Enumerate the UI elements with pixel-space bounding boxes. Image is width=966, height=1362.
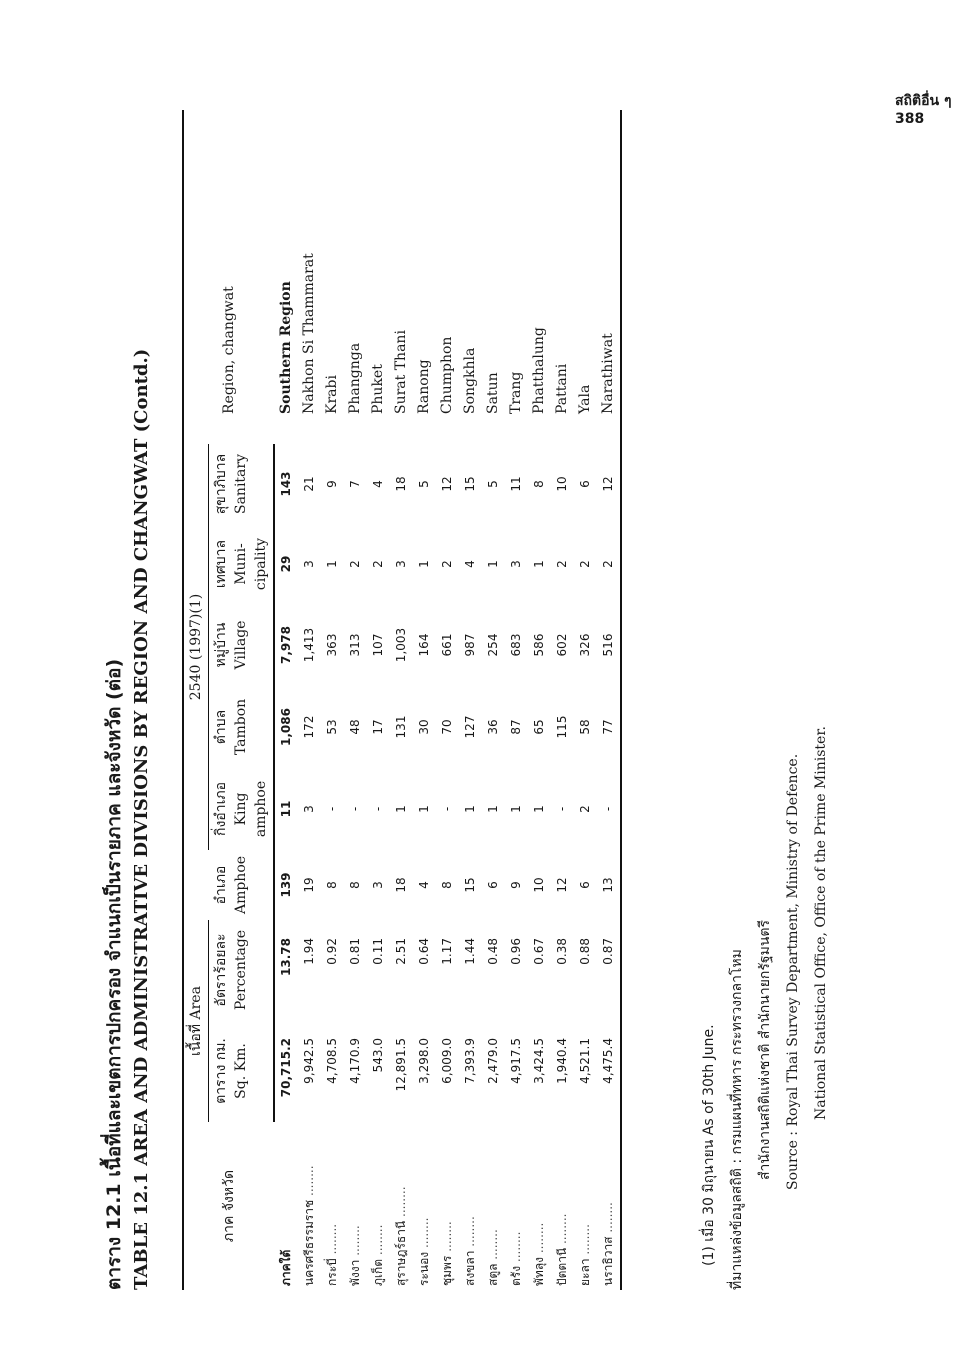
amphoe-count: 3: [371, 881, 385, 889]
area-sqkm: 2,479.0: [486, 1038, 500, 1084]
tambon-count: 65: [532, 719, 546, 735]
data-table: [182, 110, 622, 1290]
amphoe-count: 18: [394, 877, 408, 893]
title-english: TABLE 12.1 AREA AND ADMINISTRATIVE DIVISIONS BY REGION AND CHANGWAT (Contd.): [131, 348, 152, 1290]
tambon-count: 172: [302, 715, 316, 739]
village-count: 164: [417, 633, 431, 657]
province-english: Ranong: [416, 359, 432, 414]
area-sqkm: 4,170.9: [348, 1038, 362, 1084]
province-thai: ยะลา ........: [578, 1224, 592, 1286]
village-count: 313: [348, 633, 362, 657]
area-sqkm: 12,891.5: [394, 1038, 408, 1092]
table-row: [597, 110, 621, 1290]
col-pct: อัตราร้อยละ Percentage: [209, 920, 275, 1020]
page-header: [895, 92, 955, 128]
area-sqkm: 4,521.1: [578, 1038, 592, 1084]
king-amphoe-count: -: [597, 768, 621, 850]
tambon-count: 30: [417, 719, 431, 735]
province-english: Trang: [508, 371, 524, 414]
province-thai: ภูเก็ต ........: [371, 1224, 385, 1286]
tambon-count: 48: [348, 719, 362, 735]
village-count: 1,413: [302, 627, 316, 663]
amphoe-count: 139: [279, 872, 293, 898]
area-percentage: 0.64: [417, 938, 431, 965]
municipality-count: 29: [279, 555, 293, 573]
area-percentage: 1.44: [463, 938, 477, 965]
municipality-count: 2: [578, 560, 592, 568]
sanitary-count: 12: [597, 444, 621, 524]
tambon-count: 58: [578, 719, 592, 735]
table-row: [459, 110, 482, 1290]
amphoe-count: 8: [325, 881, 339, 889]
province-english: Phatthalung: [531, 327, 547, 414]
province-thai: สุราษฎร์ธานี ........: [394, 1186, 408, 1286]
province-english: Surat Thani: [393, 330, 409, 414]
amphoe-count: 10: [532, 877, 546, 893]
area-sqkm: 3,298.0: [417, 1038, 431, 1084]
col-group-area: เนื้อที่ Area: [183, 920, 209, 1122]
col-municipality: เทศบาล Muni- cipality: [209, 524, 275, 604]
area-sqkm: 6,009.0: [440, 1038, 454, 1084]
tambon-count: 70: [440, 719, 454, 735]
sanitary-count: 143: [279, 471, 293, 497]
table-row: [482, 110, 505, 1290]
area-percentage: 0.11: [371, 938, 385, 965]
area-percentage: 0.48: [486, 938, 500, 965]
source-thai-line-2: สำนักงานสถิติแห่งชาติ สำนักนายกรัฐมนตรี: [757, 919, 773, 1180]
municipality-count: 1: [417, 560, 431, 568]
sanitary-count: 12: [440, 476, 454, 492]
table-row: [344, 110, 367, 1290]
area-percentage: 0.81: [348, 938, 362, 965]
province-english: Yala: [577, 384, 593, 414]
province-english: Pattani: [554, 363, 570, 414]
rotated-table-page: [100, 110, 880, 1290]
province-thai: สงขลา ........: [463, 1216, 477, 1286]
amphoe-count: 9: [509, 881, 523, 889]
area-percentage: 1.94: [302, 938, 316, 965]
province-english: Southern Region: [277, 281, 294, 414]
tambon-count: 36: [486, 719, 500, 735]
village-count: 602: [555, 633, 569, 657]
area-sqkm: 7,393.9: [463, 1038, 477, 1084]
king-amphoe-count: 1: [417, 805, 431, 813]
area-sqkm: 4,917.5: [509, 1038, 523, 1084]
area-sqkm: 3,424.5: [532, 1038, 546, 1084]
area-sqkm: 9,942.5: [302, 1038, 316, 1084]
area-percentage: 0.67: [532, 938, 546, 965]
village-count: 363: [325, 633, 339, 657]
col-group-year: 2540 (1997)(1): [183, 444, 209, 850]
province-english: Narathiwat: [597, 110, 621, 444]
province-thai: ตรัง ........: [509, 1231, 523, 1286]
area-percentage: 0.87: [597, 920, 621, 1020]
village-count: 254: [486, 633, 500, 657]
sanitary-count: 15: [463, 476, 477, 492]
province-english: Krabi: [324, 375, 340, 414]
table-notes: [695, 110, 835, 1290]
amphoe-count: 19: [302, 877, 316, 893]
king-amphoe-count: -: [555, 806, 569, 812]
village-count: 987: [463, 633, 477, 657]
province-thai: ภาคใต้: [278, 1249, 293, 1286]
col-king-amphoe: กิ่งอำเภอ King amphoe: [209, 768, 275, 850]
amphoe-count: 12: [555, 877, 569, 893]
province-thai: กระบี่ ........: [325, 1223, 339, 1286]
municipality-count: 3: [509, 560, 523, 568]
municipality-count: 2: [555, 560, 569, 568]
king-amphoe-count: 3: [302, 805, 316, 813]
area-percentage: 13.78: [279, 938, 293, 976]
sanitary-count: 11: [509, 476, 523, 492]
village-count: 326: [578, 633, 592, 657]
king-amphoe-count: 1: [394, 805, 408, 813]
sanitary-count: 6: [578, 480, 592, 488]
page-number: 388: [895, 111, 925, 127]
tambon-count: 1,086: [279, 708, 293, 746]
tambon-count: 87: [509, 719, 523, 735]
amphoe-count: 8: [348, 881, 362, 889]
tambon-count: 17: [371, 719, 385, 735]
municipality-count: 1: [325, 560, 339, 568]
table-row: [528, 110, 551, 1290]
source-english-line-1: Source : Royal Thai Survey Department, Ministry of Defence.: [785, 753, 801, 1190]
king-amphoe-count: 1: [486, 805, 500, 813]
sanitary-count: 21: [302, 476, 316, 492]
amphoe-count: 6: [486, 881, 500, 889]
area-sqkm: 1,940.4: [555, 1038, 569, 1084]
village-count: 661: [440, 633, 454, 657]
col-region-en: Region, changwat: [221, 286, 237, 414]
col-region-th: ภาค จังหวัด: [221, 1169, 237, 1243]
sanitary-count: 10: [555, 476, 569, 492]
table-row: [274, 110, 298, 1290]
province-thai: ระนอง ........: [417, 1217, 431, 1286]
source-english-line-2: National Statistical Office, Office of the Prime Minister.: [813, 726, 829, 1120]
table-row: [390, 110, 413, 1290]
province-english: Satun: [485, 372, 501, 414]
table-row: [551, 110, 574, 1290]
king-amphoe-count: 1: [532, 805, 546, 813]
table-row: [436, 110, 459, 1290]
area-percentage: 0.38: [555, 938, 569, 965]
province-thai: พัทลุง ........: [532, 1222, 546, 1286]
province-thai: ปัตตานี ........: [555, 1213, 569, 1286]
tambon-count: 127: [463, 715, 477, 739]
area-percentage: 0.96: [509, 938, 523, 965]
sanitary-count: 9: [325, 480, 339, 488]
municipality-count: 3: [394, 560, 408, 568]
area-percentage: 0.92: [325, 938, 339, 965]
area-sqkm: 543.0: [371, 1038, 385, 1073]
amphoe-count: 13: [597, 850, 621, 920]
area-sqkm: 70,715.2: [279, 1038, 293, 1098]
table-titles: [100, 110, 156, 1290]
province-thai: พังงา ........: [348, 1225, 362, 1286]
province-thai: นครศรีธรรมราช ........: [302, 1165, 316, 1286]
col-sqkm: ตาราง กม. Sq. Km.: [209, 1020, 275, 1122]
sanitary-count: 5: [417, 480, 431, 488]
municipality-count: 4: [463, 560, 477, 568]
municipality-count: 1: [486, 560, 500, 568]
village-count: 1,003: [394, 627, 408, 663]
village-count: 107: [371, 633, 385, 657]
table-row: [413, 110, 436, 1290]
king-amphoe-count: 1: [463, 805, 477, 813]
municipality-count: 2: [371, 560, 385, 568]
area-percentage: 0.88: [578, 938, 592, 965]
tambon-count: 53: [325, 719, 339, 735]
municipality-count: 2: [348, 560, 362, 568]
tambon-count: 131: [394, 715, 408, 739]
village-count: 586: [532, 633, 546, 657]
area-percentage: 1.17: [440, 938, 454, 965]
amphoe-count: 4: [417, 881, 431, 889]
sanitary-count: 4: [371, 480, 385, 488]
col-sanitary: สุขาภิบาล Sanitary: [209, 444, 275, 524]
sanitary-count: 18: [394, 476, 408, 492]
king-amphoe-count: -: [325, 806, 339, 812]
village-count: 516: [597, 604, 621, 686]
sanitary-count: 5: [486, 480, 500, 488]
table-row: [574, 110, 597, 1290]
tambon-count: 77: [597, 686, 621, 768]
table-body: [274, 110, 621, 1290]
king-amphoe-count: 11: [279, 800, 293, 818]
table-row: [321, 110, 344, 1290]
province-english: Phuket: [370, 364, 386, 414]
king-amphoe-count: 2: [578, 805, 592, 813]
tambon-count: 115: [555, 715, 569, 739]
province-english: Nakhon Si Thammarat: [301, 253, 317, 414]
footnote: (1) เมื่อ 30 มิถุนายน As of 30th June.: [701, 1024, 717, 1266]
province-thai: สตูล ........: [486, 1229, 500, 1286]
table-row: [505, 110, 528, 1290]
municipality-count: 2: [597, 524, 621, 604]
municipality-count: 2: [440, 560, 454, 568]
col-village: หมู่บ้าน Village: [209, 604, 275, 686]
amphoe-count: 15: [463, 877, 477, 893]
village-count: 7,978: [279, 626, 293, 664]
province-english: Phangnga: [347, 342, 363, 414]
col-tambon: ตำบล Tambon: [209, 686, 275, 768]
sanitary-count: 8: [532, 480, 546, 488]
area-percentage: 2.51: [394, 938, 408, 965]
king-amphoe-count: 1: [509, 805, 523, 813]
title-thai: ตาราง 12.1 เนื้อที่และเขตการปกครอง จำแนกเป็นรายภาค และจังหวัด (ต่อ): [103, 658, 125, 1290]
province-thai: ชุมพร ........: [440, 1221, 454, 1286]
table-row: [298, 110, 321, 1290]
sanitary-count: 7: [348, 480, 362, 488]
table-row: [367, 110, 390, 1290]
section-label: สถิติอื่น ๆ: [895, 93, 952, 109]
king-amphoe-count: -: [371, 806, 385, 812]
king-amphoe-count: -: [348, 806, 362, 812]
province-english: Songkhla: [462, 347, 478, 414]
province-thai: นราธิวาส ........: [597, 1122, 621, 1290]
king-amphoe-count: -: [440, 806, 454, 812]
village-count: 683: [509, 633, 523, 657]
area-sqkm: 4,708.5: [325, 1038, 339, 1084]
col-amphoe: อำเภอ Amphoe: [209, 850, 275, 920]
amphoe-count: 8: [440, 881, 454, 889]
municipality-count: 3: [302, 560, 316, 568]
source-thai-line-1: ที่มาแหล่งข้อมูลสถิติ : กรมแผนที่ทหาร กระทรวงกลาโหม: [729, 949, 745, 1290]
municipality-count: 1: [532, 560, 546, 568]
province-english: Chumphon: [439, 336, 455, 414]
amphoe-count: 6: [578, 881, 592, 889]
area-sqkm: 4,475.4: [597, 1020, 621, 1122]
